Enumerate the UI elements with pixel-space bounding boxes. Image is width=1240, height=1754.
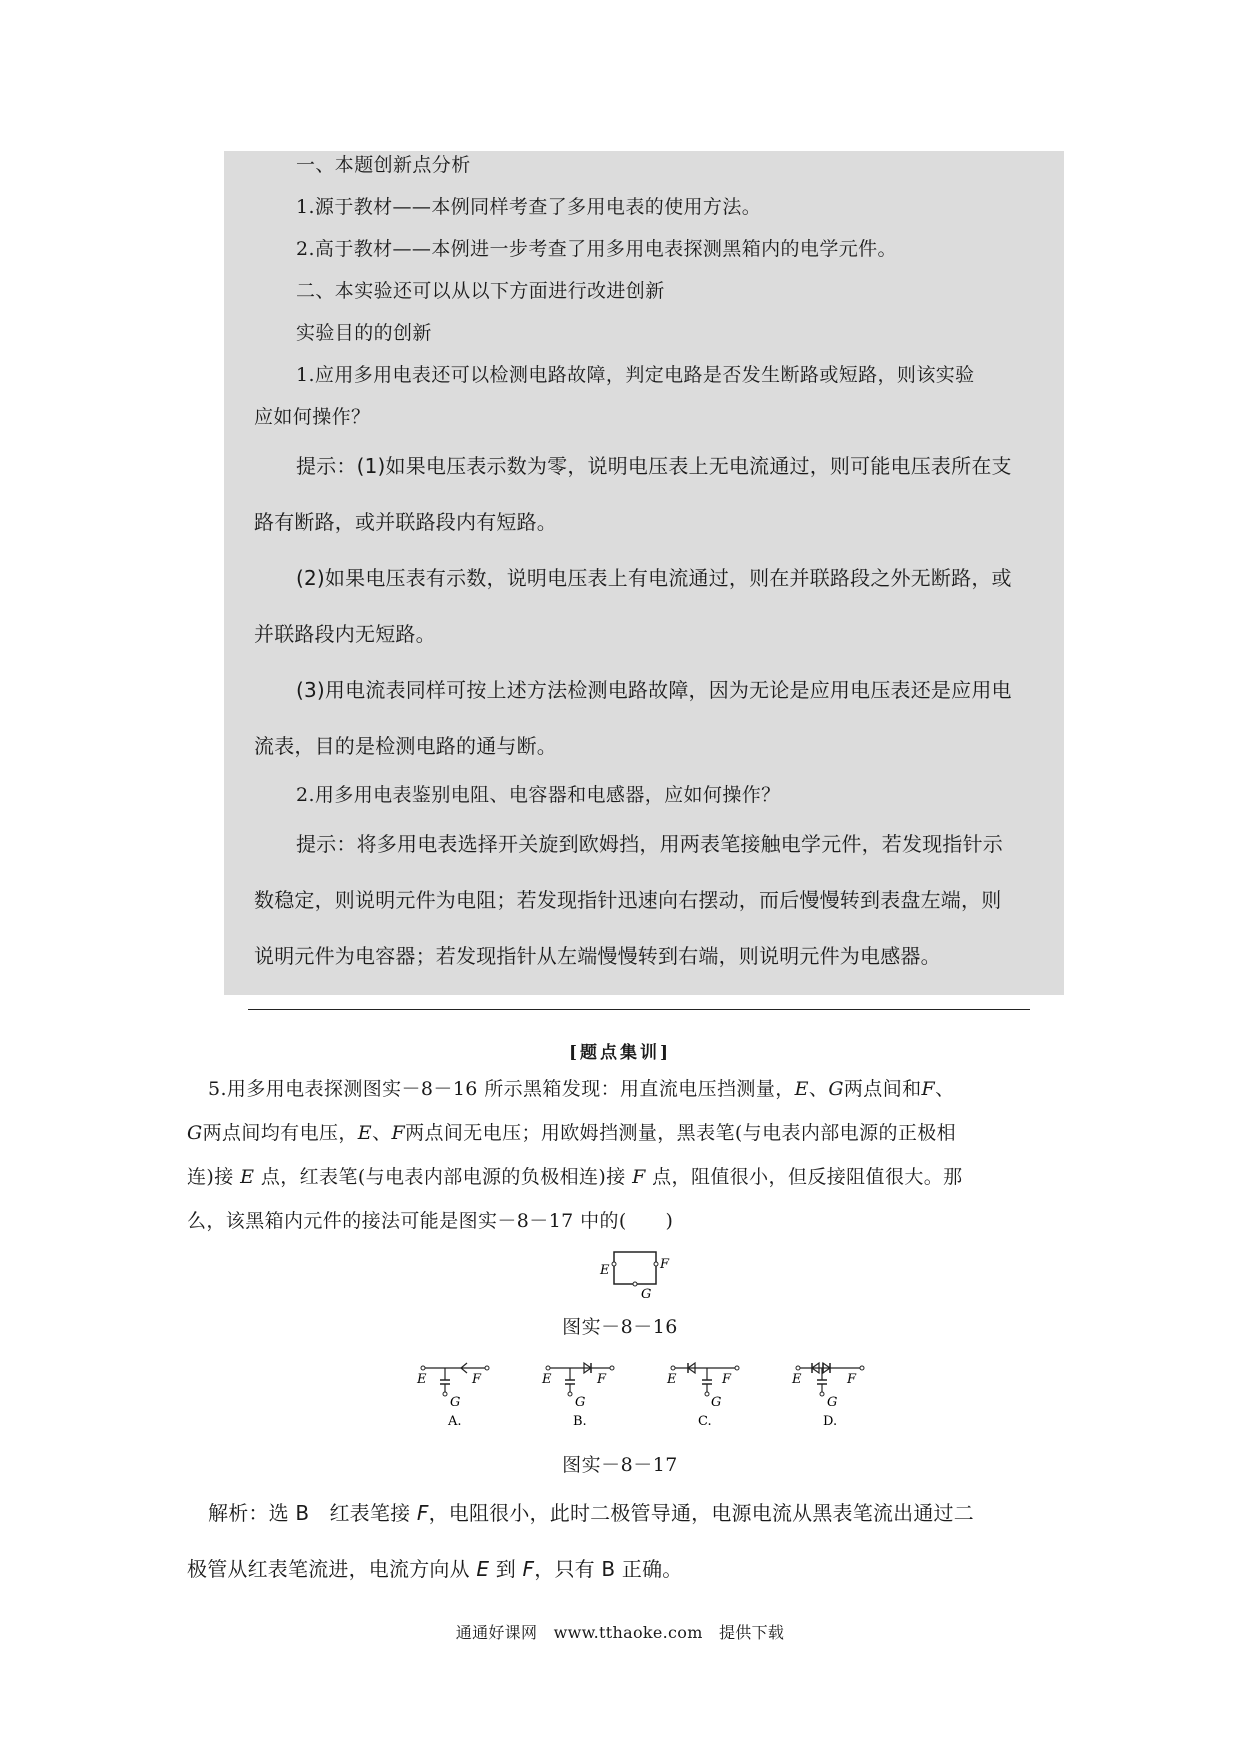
svg-text:G: G — [450, 1395, 461, 1410]
svg-text:E: E — [542, 1372, 552, 1387]
question-line: 么，该黑箱内元件的接法可能是图实－8－17 中的( ) — [187, 1210, 674, 1232]
footer-credit: 通通好课网 www.tthaoke.com 提供下载 — [455, 1623, 785, 1642]
divider — [248, 1009, 1030, 1010]
svg-text:F: F — [722, 1372, 732, 1387]
option-d-circuit — [790, 1358, 870, 1430]
option-b-circuit — [540, 1358, 620, 1430]
svg-text:F: F — [660, 1257, 670, 1272]
svg-text:G: G — [641, 1287, 652, 1302]
svg-text:E: E — [417, 1372, 427, 1387]
box-line: 1.应用多用电表还可以检测电路故障，判定电路是否发生断路或短路，则该实验 — [296, 364, 975, 386]
svg-text:G: G — [827, 1395, 838, 1410]
analysis-line: 极管从红表笔流进，电流方向从 E 到 F，只有 B 正确。 — [187, 1557, 683, 1581]
figure-16-caption: 图实－8－16 — [562, 1316, 678, 1338]
hint-line: 并联路段内无短路。 — [254, 622, 436, 646]
hint-line: (2)如果电压表有示数，说明电压表上有电流通过，则在并联路段之外无断路，或 — [296, 566, 1012, 590]
svg-text:F: F — [597, 1372, 607, 1387]
svg-text:F: F — [472, 1372, 482, 1387]
heading-innovation: 一、本题创新点分析 — [296, 154, 471, 176]
question-line: 5.用多用电表探测图实－8－16 所示黑箱发现：用直流电压挡测量，E、G两点间和F、 — [208, 1078, 955, 1100]
svg-text:C.: C. — [698, 1414, 712, 1429]
box-line: 2.高于教材——本例进一步考查了用多用电表探测黑箱内的电学元件。 — [296, 238, 897, 260]
svg-text:G: G — [711, 1395, 722, 1410]
svg-text:D.: D. — [823, 1414, 838, 1429]
figure-17-caption: 图实－8－17 — [562, 1454, 678, 1476]
analysis-line: 解析：选 B 红表笔接 F，电阻很小，此时二极管导通，电源电流从黑表笔流出通过二 — [208, 1501, 974, 1525]
hint-line: (3)用电流表同样可按上述方法检测电路故障，因为无论是应用电压表还是应用电 — [296, 678, 1012, 702]
svg-text:A.: A. — [448, 1414, 462, 1429]
svg-text:E: E — [600, 1263, 610, 1278]
hint-line: 路有断路，或并联路段内有短路。 — [254, 510, 557, 534]
hint-line: 提示：(1)如果电压表示数为零，说明电压表上无电流通过，则可能电压表所在支 — [296, 454, 1012, 478]
svg-text:G: G — [575, 1395, 586, 1410]
heading-improvement: 二、本实验还可以从以下方面进行改进创新 — [296, 280, 665, 302]
svg-text:E: E — [667, 1372, 677, 1387]
option-c-circuit — [665, 1358, 745, 1430]
hint-line: 数稳定，则说明元件为电阻；若发现指针迅速向右摆动，而后慢慢转到表盘左端，则 — [254, 888, 1002, 912]
box-line: 1.源于教材——本例同样考查了多用电表的使用方法。 — [296, 196, 762, 218]
question-line: 连)接 E 点，红表笔(与电表内部电源的负极相连)接 F 点，阻值很小，但反接阻值很大。那 — [187, 1166, 963, 1188]
hint-line: 说明元件为电容器；若发现指针从左端慢慢转到右端，则说明元件为电感器。 — [254, 944, 941, 968]
svg-text:F: F — [847, 1372, 857, 1387]
section-title: [题点集训] — [568, 1043, 672, 1063]
black-box-figure — [590, 1248, 680, 1304]
hint-line: 提示：将多用电表选择开关旋到欧姆挡，用两表笔接触电学元件，若发现指针示 — [296, 832, 1003, 856]
subheading-purpose: 实验目的的创新 — [296, 322, 432, 344]
box-line: 应如何操作？ — [254, 406, 371, 428]
question-line: G两点间均有电压，E、F两点间无电压；用欧姆挡测量，黑表笔(与电表内部电源的正极相 — [187, 1122, 957, 1144]
svg-text:E: E — [792, 1372, 802, 1387]
option-a-circuit — [415, 1358, 495, 1430]
hint-line: 流表，目的是检测电路的通与断。 — [254, 734, 557, 758]
box-line: 2.用多用电表鉴别电阻、电容器和电感器，应如何操作？ — [296, 784, 781, 806]
svg-text:B.: B. — [573, 1414, 587, 1429]
